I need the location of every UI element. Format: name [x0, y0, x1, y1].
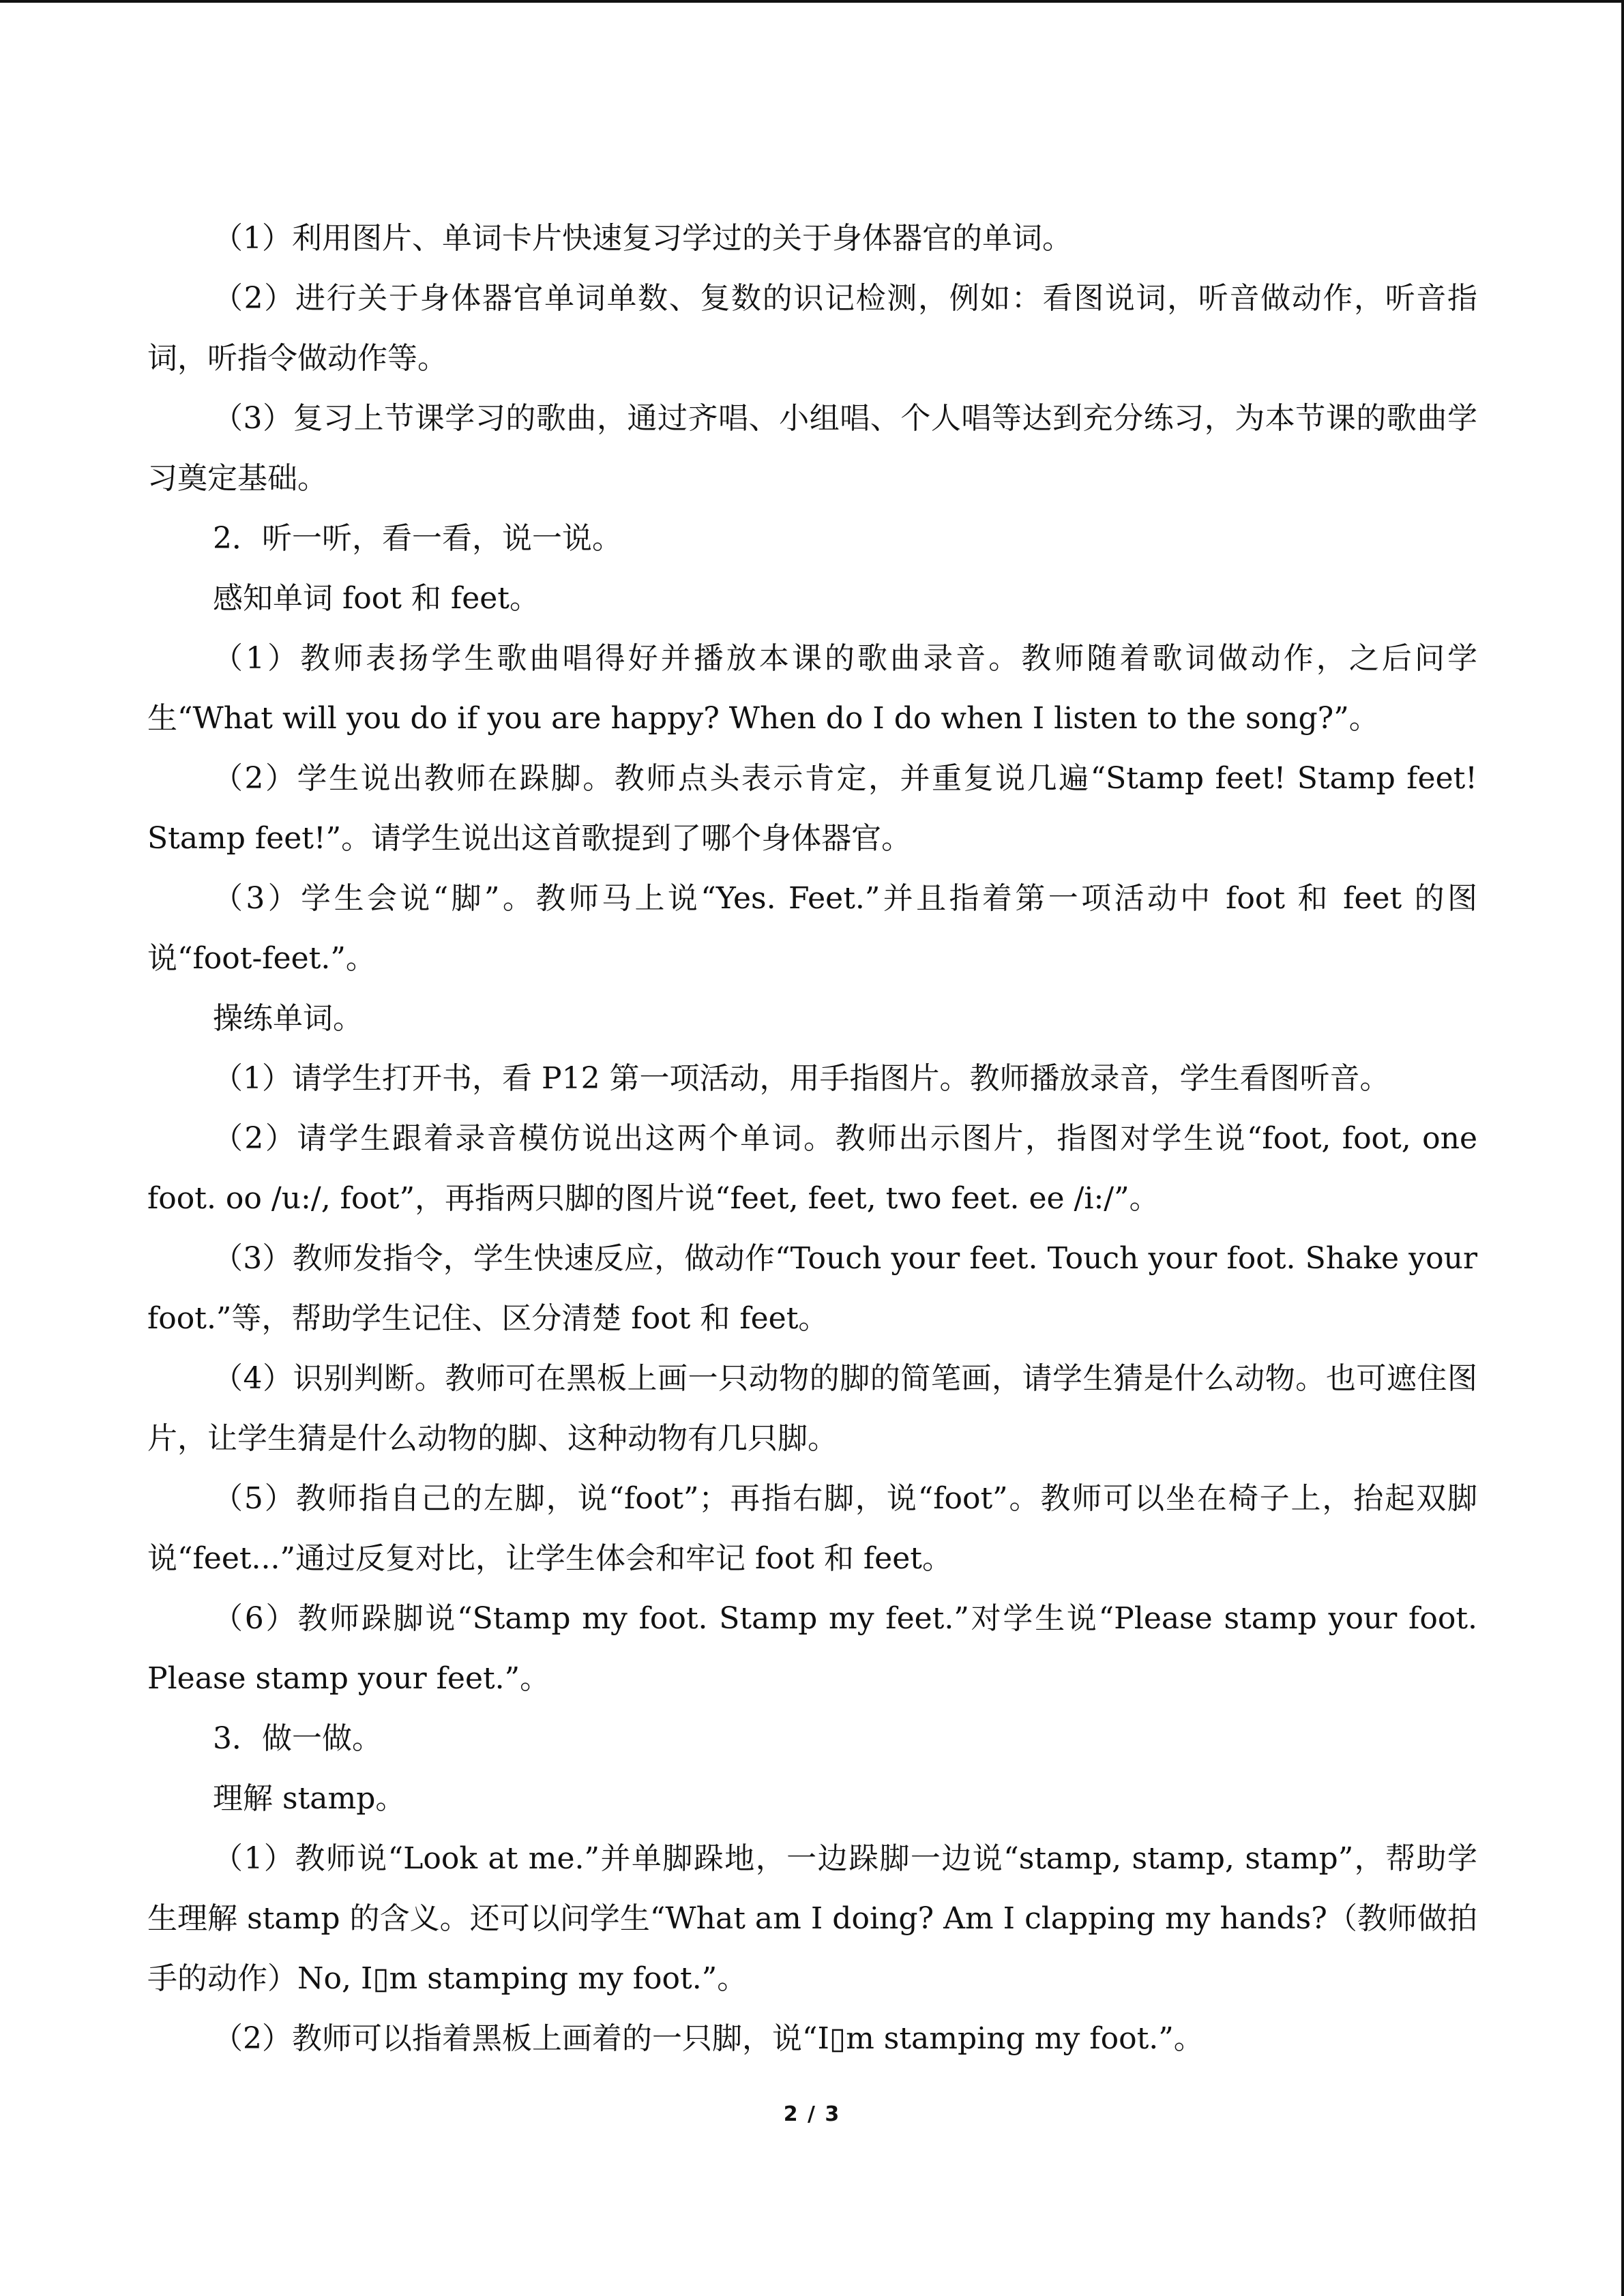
paragraph-play-song: （1）教师表扬学生歌曲唱得好并播放本课的歌曲录音。教师随着歌词做动作，之后问学生“What will you do if you are happy? When do I do when I listen to the song?”。 — [147, 641, 1477, 736]
page-border-top — [0, 0, 1624, 3]
paragraph-foot-feet: （3）学生会说“脚”。教师马上说“Yes. Feet.”并且指着第一项活动中 foot 和 feet 的图说“foot-feet.”。 — [147, 881, 1477, 976]
subheading-perceive-words: 感知单词 foot 和 feet。 — [213, 581, 540, 616]
section-heading-listen-look-say: 2．听一听，看一看，说一说。 — [213, 521, 622, 556]
paragraph-open-book: （1）请学生打开书，看 P12 第一项活动，用手指图片。教师播放录音，学生看图听音。 — [213, 1061, 1390, 1096]
paragraph-identify-judge: （4）识别判断。教师可在黑板上画一只动物的脚的简笔画，请学生猜是什么动物。也可遮住图片，让学生猜是什么动物的脚、这种动物有几只脚。 — [147, 1361, 1477, 1456]
paragraph-point-blackboard: （2）教师可以指着黑板上画着的一只脚，说“I▯m stamping my foot.”。 — [213, 2021, 1204, 2056]
page-border-right — [1621, 0, 1624, 2296]
subheading-understand-stamp: 理解 stamp。 — [213, 1781, 406, 1816]
paragraph-review-song: （3）复习上节课学习的歌曲，通过齐唱、小组唱、个人唱等达到充分练习，为本节课的歌曲学习奠定基础。 — [147, 401, 1477, 496]
paragraph-commands: （3）教师发指令，学生快速反应，做动作“Touch your feet. Touch your foot. Shake your foot.”等，帮助学生记住、区分清楚 foot 和 feet。 — [147, 1241, 1477, 1336]
document-body — [147, 209, 1477, 2069]
paragraph-singular-plural-check: （2）进行关于身体器官单词单数、复数的识记检测，例如：看图说词，听音做动作，听音指词，听指令做动作等。 — [147, 281, 1477, 376]
paragraph-imitate-recording: （2）请学生跟着录音模仿说出这两个单词。教师出示图片，指图对学生说“foot, foot, one foot. oo /u:/, foot”，再指两只脚的图片说“feet, feet, two feet. ee /i:/”。 — [147, 1121, 1477, 1216]
section-heading-do: 3．做一做。 — [213, 1721, 382, 1756]
paragraph-stamp-my-foot: （6）教师跺脚说“Stamp my foot. Stamp my feet.”对学生说“Please stamp your foot. Please stamp your feet.”。 — [147, 1601, 1477, 1696]
subheading-practice-words: 操练单词。 — [213, 1001, 363, 1036]
paragraph-stamp-feet: （2）学生说出教师在跺脚。教师点头表示肯定，并重复说几遍“Stamp feet! Stamp feet! Stamp feet!”。请学生说出这首歌提到了哪个身体器官。 — [147, 761, 1477, 856]
page-number: 2 / 3 — [783, 2102, 841, 2126]
paragraph-left-right-foot: （5）教师指自己的左脚，说“foot”；再指右脚，说“foot”。教师可以坐在椅子上，抬起双脚说“feet...”通过反复对比，让学生体会和牢记 foot 和 feet。 — [147, 1481, 1477, 1576]
paragraph-review-words: （1）利用图片、单词卡片快速复习学过的关于身体器官的单词。 — [213, 221, 1072, 256]
paragraph-look-at-me: （1）教师说“Look at me.”并单脚跺地，一边跺脚一边说“stamp, stamp, stamp”，帮助学生理解 stamp 的含义。还可以问学生“What am I doing? Am I clapping my hands?（教师做拍手的动作）No, I▯m stamping my foot.”。 — [147, 1841, 1477, 1996]
